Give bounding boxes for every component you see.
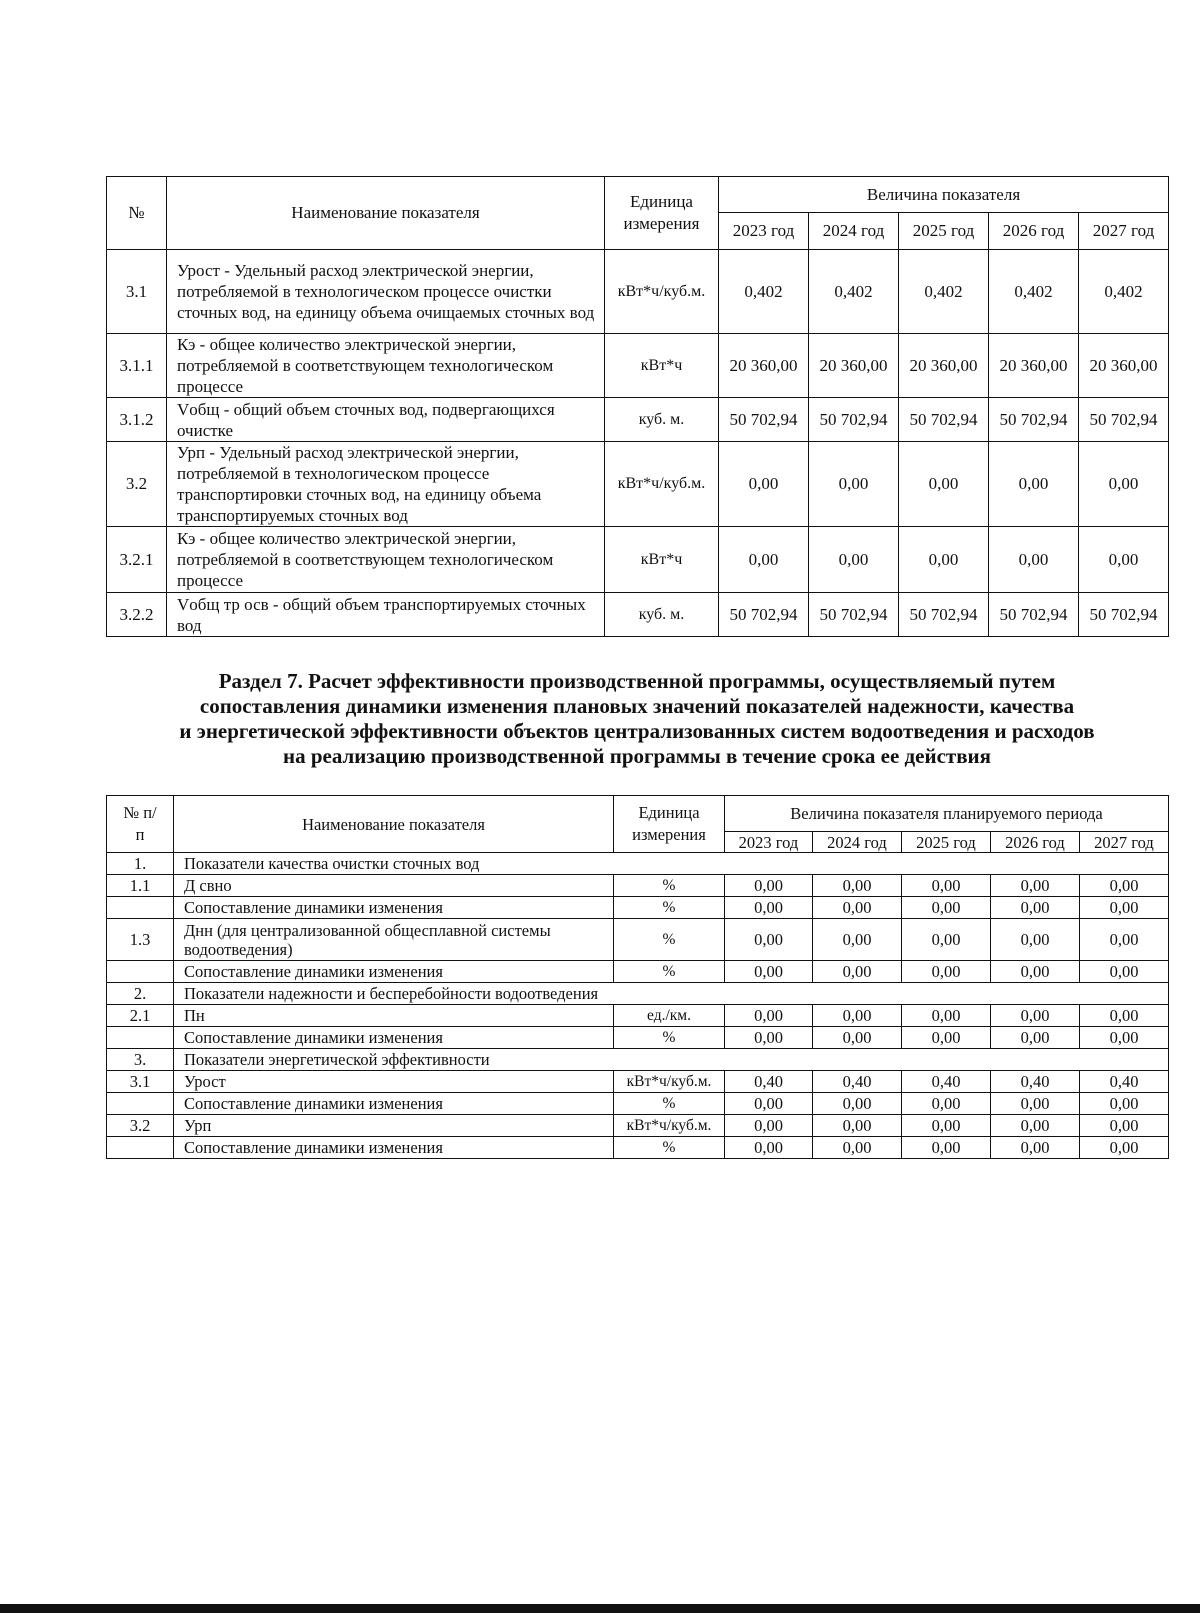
row-value: 20 360,00 [719,334,809,398]
header-year: 2025 год [899,213,989,250]
row-value: 20 360,00 [989,334,1079,398]
row-value: 0,00 [1080,875,1169,897]
row-value: 0,00 [725,1027,813,1049]
row-value: 0,00 [725,1093,813,1115]
efficiency-table [106,795,1169,1159]
section-row [107,1049,1169,1071]
row-value: 0,00 [1080,1093,1169,1115]
row-name: Кэ - общее количество электрической энергии, потребляемой в соответствующем технологическом процессе [167,334,605,398]
section-row [107,853,1169,875]
row-value: 0,00 [991,875,1080,897]
row-value: 0,00 [1080,1137,1169,1159]
row-unit: кВт*ч [605,334,719,398]
row-value: 50 702,94 [899,398,989,442]
row-value: 0,00 [813,897,902,919]
row-num: 1. [107,853,174,875]
row-value: 0,00 [813,961,902,983]
row-num: 1.3 [107,919,174,961]
row-num: 3.2 [107,1115,174,1137]
row-value: 50 702,94 [989,398,1079,442]
row-name: Vобщ - общий объем сточных вод, подвергающихся очистке [167,398,605,442]
table-row [107,442,1169,527]
row-num: 1.1 [107,875,174,897]
header-year: 2026 год [991,832,1080,853]
row-unit: % [614,919,725,961]
row-value: 0,00 [902,961,991,983]
row-num [107,1093,174,1115]
table-row [107,1071,1169,1093]
row-value: 0,00 [991,1005,1080,1027]
row-name: Урп - Удельный расход электрической энергии, потребляемой в технологическом процессе транспортировки сточных вод, на единицу объема транспортируемых сточных вод [167,442,605,527]
row-num: 3.1 [107,1071,174,1093]
table-row [107,1005,1169,1027]
table-row [107,398,1169,442]
row-value: 0,00 [813,1027,902,1049]
table-row [107,593,1169,637]
header-year: 2025 год [902,832,991,853]
header-name: Наименование показателя [167,177,605,250]
row-unit: % [614,897,725,919]
row-value: 0,00 [719,527,809,593]
row-value: 20 360,00 [899,334,989,398]
table-row [107,1027,1169,1049]
row-value: 0,00 [1080,1115,1169,1137]
section-row-name: Показатели энергетической эффективности [174,1049,1169,1071]
row-value: 0,00 [1079,527,1169,593]
header-value-group: Величина показателя планируемого периода [725,796,1169,832]
row-value: 0,00 [902,897,991,919]
row-value: 0,40 [1080,1071,1169,1093]
row-unit: кВт*ч/куб.м. [605,250,719,334]
table-row [107,527,1169,593]
row-value: 0,00 [899,527,989,593]
row-value: 50 702,94 [1079,593,1169,637]
header-year: 2023 год [725,832,813,853]
row-num [107,1137,174,1159]
row-unit: ед./км. [614,1005,725,1027]
row-value: 50 702,94 [719,593,809,637]
row-num: 3.1 [107,250,167,334]
header-year: 2027 год [1079,213,1169,250]
row-value: 0,00 [1080,1005,1169,1027]
row-value: 0,402 [719,250,809,334]
row-unit: % [614,1093,725,1115]
row-value: 0,40 [813,1071,902,1093]
row-num: 3.2 [107,442,167,527]
row-num [107,961,174,983]
row-value: 0,00 [991,1093,1080,1115]
row-num: 3.2.1 [107,527,167,593]
row-unit: % [614,1137,725,1159]
row-value: 0,00 [725,961,813,983]
row-value: 0,00 [991,897,1080,919]
section-row [107,983,1169,1005]
row-value: 0,00 [1080,897,1169,919]
row-num [107,897,174,919]
row-unit: % [614,875,725,897]
header-unit: Единица измерения [605,177,719,250]
row-value: 0,00 [902,1093,991,1115]
row-value: 0,00 [1080,961,1169,983]
row-value: 0,00 [725,897,813,919]
row-value: 0,00 [991,1115,1080,1137]
section-title-line: на реализацию производственной программы в течение срока ее действия [282,744,992,768]
row-unit: кВт*ч/куб.м. [605,442,719,527]
row-unit: куб. м. [605,398,719,442]
row-value: 0,00 [902,919,991,961]
row-num: 2. [107,983,174,1005]
row-unit: кВт*ч/куб.м. [614,1115,725,1137]
section-title-line: Раздел 7. Расчет эффективности производственной программы, осуществляемый путем [218,669,1056,693]
header-num: № [107,177,167,250]
row-value: 0,00 [813,875,902,897]
row-value: 0,00 [809,442,899,527]
row-value: 0,00 [725,1005,813,1027]
row-value: 0,40 [991,1071,1080,1093]
header-year: 2024 год [809,213,899,250]
row-value: 0,40 [902,1071,991,1093]
row-num: 3. [107,1049,174,1071]
header-year: 2024 год [813,832,902,853]
section-title-line: сопоставления динамики изменения плановых значений показателей надежности, качества [199,694,1075,718]
row-value: 20 360,00 [809,334,899,398]
row-name: Урост - Удельный расход электрической энергии, потребляемой в технологическом процессе очистки сточных вод, на единицу объема очищаемых сточных вод [167,250,605,334]
table-row [107,961,1169,983]
row-value: 0,00 [719,442,809,527]
row-value: 0,40 [725,1071,813,1093]
row-value: 0,00 [899,442,989,527]
table-row [107,1137,1169,1159]
row-value: 0,00 [989,527,1079,593]
row-value: 0,00 [809,527,899,593]
row-num: 3.2.2 [107,593,167,637]
row-num: 3.1.2 [107,398,167,442]
row-value: 0,00 [902,1115,991,1137]
row-name: Сопоставление динамики изменения [174,961,614,983]
row-value: 0,00 [1080,919,1169,961]
row-unit: % [614,1027,725,1049]
energy-indicators-table [106,176,1169,637]
row-name: Днн (для централизованной общесплавной системы водоотведения) [174,919,614,961]
row-name: Урп [174,1115,614,1137]
header-name: Наименование показателя [174,796,614,853]
row-value: 0,00 [989,442,1079,527]
row-value: 50 702,94 [1079,398,1169,442]
row-num: 2.1 [107,1005,174,1027]
row-value: 0,00 [813,1115,902,1137]
row-name: Урост [174,1071,614,1093]
row-name: Сопоставление динамики изменения [174,1027,614,1049]
row-value: 50 702,94 [809,593,899,637]
row-value: 0,00 [991,1027,1080,1049]
row-unit: кВт*ч/куб.м. [614,1071,725,1093]
row-value: 0,00 [902,875,991,897]
scan-bottom-edge [0,1604,1200,1613]
row-value: 0,00 [725,1137,813,1159]
row-value: 0,402 [899,250,989,334]
section-row-name: Показатели надежности и бесперебойности водоотведения [174,983,1169,1005]
row-num [107,1027,174,1049]
row-value: 20 360,00 [1079,334,1169,398]
row-value: 0,402 [1079,250,1169,334]
row-value: 0,00 [725,875,813,897]
row-name: Сопоставление динамики изменения [174,1137,614,1159]
table-row [107,250,1169,334]
row-value: 0,00 [902,1027,991,1049]
row-value: 0,00 [991,1137,1080,1159]
table-row [107,919,1169,961]
row-value: 0,00 [1079,442,1169,527]
row-value: 50 702,94 [809,398,899,442]
row-value: 0,00 [902,1005,991,1027]
row-name: Сопоставление динамики изменения [174,1093,614,1115]
section-title-line: и энергетической эффективности объектов централизованных систем водоотведения и расходов [179,719,1095,743]
row-name: Vобщ тр осв - общий объем транспортируемых сточных вод [167,593,605,637]
header-value-group: Величина показателя [719,177,1169,213]
row-value: 0,00 [813,919,902,961]
row-name: Д свно [174,875,614,897]
row-unit: кВт*ч [605,527,719,593]
row-value: 0,00 [991,961,1080,983]
row-num: 3.1.1 [107,334,167,398]
row-value: 50 702,94 [719,398,809,442]
row-name: Сопоставление динамики изменения [174,897,614,919]
row-value: 50 702,94 [899,593,989,637]
section-row-name: Показатели качества очистки сточных вод [174,853,1169,875]
row-value: 0,402 [809,250,899,334]
table-row [107,897,1169,919]
row-unit: % [614,961,725,983]
row-value: 0,00 [813,1005,902,1027]
row-value: 0,402 [989,250,1079,334]
table-row [107,334,1169,398]
table-row [107,1115,1169,1137]
row-unit: куб. м. [605,593,719,637]
row-value: 0,00 [813,1093,902,1115]
row-value: 0,00 [991,919,1080,961]
row-value: 0,00 [725,1115,813,1137]
header-num: № п/п [107,796,174,853]
row-name: Пн [174,1005,614,1027]
row-name: Кэ - общее количество электрической энергии, потребляемой в соответствующем технологическом процессе [167,527,605,593]
row-value: 0,00 [725,919,813,961]
section-title [106,669,1168,769]
header-year: 2027 год [1080,832,1169,853]
table-row [107,875,1169,897]
row-value: 0,00 [902,1137,991,1159]
header-unit: Единица измерения [614,796,725,853]
header-year: 2026 год [989,213,1079,250]
row-value: 0,00 [1080,1027,1169,1049]
header-year: 2023 год [719,213,809,250]
row-value: 50 702,94 [989,593,1079,637]
table-row [107,1093,1169,1115]
row-value: 0,00 [813,1137,902,1159]
